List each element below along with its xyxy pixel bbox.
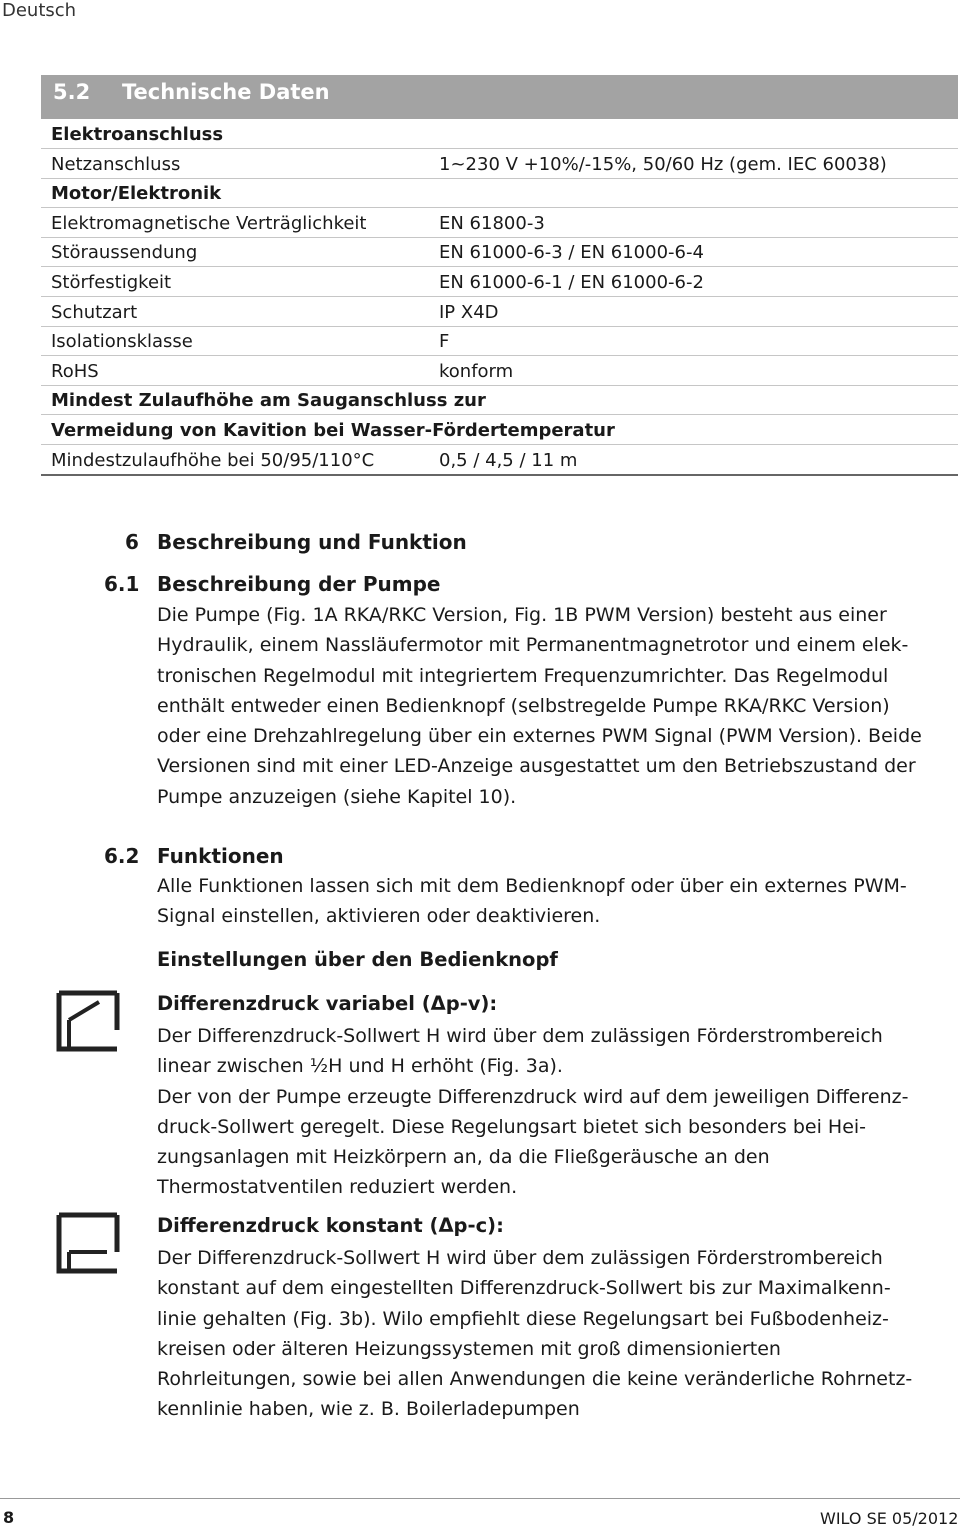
paragraph-line: enthält entweder einen Bedienknopf (selbstregelde Pumpe RKA/RKC Version) (157, 694, 890, 717)
paragraph-line: zungsanlagen mit Heizkörpern an, da die Fließgeräusche an den (157, 1146, 770, 1169)
paragraph-line: oder eine Drehzahlregelung über ein externes PWM Signal (PWM Version). Beide (157, 725, 922, 748)
table-row (41, 445, 958, 476)
table-row-label: Mindest Zulaufhöhe am Sauganschluss zur (51, 390, 486, 412)
section-62-title: Funktionen (157, 844, 284, 868)
paragraph-line: kennlinie haben, wie z. B. Boilerladepumpen (157, 1398, 580, 1421)
table-row-label: Vermeidung von Kavition bei Wasser-Fördertemperatur (51, 420, 615, 441)
paragraph-line: Der Differenzdruck-Sollwert H wird über dem zulässigen Förderstrombereich (157, 1025, 883, 1047)
paragraph-line: Pumpe anzuzeigen (siehe Kapitel 10). (157, 785, 517, 808)
footer-publisher: WILO SE 05/2012 (820, 1509, 959, 1528)
table-row-label: Netzanschluss (51, 153, 181, 175)
table-row-label: Motor/Elektronik (51, 183, 222, 205)
table-row-value: EN 61000-6-3 / EN 61000-6-4 (439, 242, 704, 264)
table-row-value: F (439, 331, 450, 353)
table-row (41, 267, 958, 297)
paragraph-line: druck-Sollwert geregelt. Diese Regelungsart bietet sich besonders bei Hei- (157, 1115, 867, 1138)
table-row-label: Störfestigkeit (51, 272, 172, 293)
section-title: Technische Daten (122, 80, 330, 104)
delta-p-constant-icon (55, 1212, 121, 1278)
paragraph-line: linie gehalten (Fig. 3b). Wilo empfiehlt diese Regelungsart bei Fußbodenheiz- (157, 1307, 889, 1330)
section-61-title: Beschreibung der Pumpe (157, 572, 441, 596)
table-row-label: RoHS (51, 360, 99, 382)
paragraph-line: kreisen oder älteren Heizungssystemen mit groß dimensionierten (157, 1337, 781, 1360)
table-row (41, 208, 958, 238)
subheading-bedienknopf: Einstellungen über den Bedienknopf (157, 948, 558, 971)
table-row (41, 149, 958, 179)
paragraph-line: linear zwischen ½H und H erhöht (Fig. 3a). (157, 1055, 563, 1078)
section-62-body (157, 871, 957, 932)
section-header-technische-daten (41, 75, 958, 119)
table-row (41, 297, 958, 327)
page-number: 8 (3, 1508, 15, 1527)
section-62-number: 6.2 (104, 844, 140, 868)
delta-p-variable-icon (55, 990, 121, 1056)
table-row-value: EN 61000-6-1 / EN 61000-6-2 (439, 272, 704, 293)
table-row (41, 178, 958, 208)
table-row-value: konform (439, 360, 514, 382)
table-row-label: Mindestzulaufhöhe bei 50/95/110°C (51, 449, 375, 471)
table-row (41, 415, 958, 445)
table-row-label: Elektroanschluss (51, 124, 224, 145)
table-row-value: EN 61800-3 (439, 212, 545, 234)
chapter-number: 6 (125, 530, 139, 554)
mode-pv-title: Differenzdruck variabel (Δp-v): (157, 992, 498, 1015)
mode-pv-body (157, 1021, 957, 1203)
mode-pc-title: Differenzdruck konstant (Δp-c): (157, 1214, 504, 1237)
table-row-value: IP X4D (439, 301, 499, 323)
paragraph-line: Hydraulik, einem Nassläufermotor mit Permanentmagnetrotor und einem elek- (157, 634, 909, 657)
paragraph-line: Die Pumpe (Fig. 1A RKA/RKC Version, Fig. 1B PWM Version) besteht aus einer (157, 604, 887, 626)
table-row (41, 119, 958, 149)
footer-divider (0, 1498, 960, 1499)
table-row-value: 1~230 V +10%/-15%, 50/60 Hz (gem. IEC 60038) (439, 153, 887, 175)
table-row (41, 385, 958, 415)
paragraph-line: Signal einstellen, aktivieren oder deaktivieren. (157, 905, 601, 928)
paragraph-line: Alle Funktionen lassen sich mit dem Bedienknopf oder über ein externes PWM- (157, 875, 907, 897)
table-row-label: Isolationsklasse (51, 331, 193, 353)
paragraph-line: Der von der Pumpe erzeugte Differenzdruck wird auf dem jeweiligen Differenz- (157, 1085, 909, 1108)
table-row-label: Schutzart (51, 301, 138, 323)
table-row-label: Elektromagnetische Verträglichkeit (51, 212, 367, 234)
table-row-label: Störaussendung (51, 242, 198, 264)
paragraph-line: Rohrleitungen, sowie bei allen Anwendungen die keine veränderliche Rohrnetz- (157, 1368, 913, 1391)
paragraph-line: tronischen Regelmodul mit integriertem Frequenzumrichter. Das Regelmodul (157, 664, 889, 687)
table-row-value: 0,5 / 4,5 / 11 m (439, 449, 578, 471)
chapter-title: Beschreibung und Funktion (157, 530, 467, 554)
section-61-number: 6.1 (104, 572, 140, 596)
paragraph-line: konstant auf dem eingestellten Differenzdruck-Sollwert bis zur Maximalkenn- (157, 1277, 891, 1300)
paragraph-line: Versionen sind mit einer LED-Anzeige ausgestattet um den Betriebszustand der (157, 755, 916, 778)
paragraph-line: Der Differenzdruck-Sollwert H wird über dem zulässigen Förderstrombereich (157, 1247, 883, 1269)
section-61-body (157, 600, 957, 812)
header-language: Deutsch (2, 0, 77, 21)
table-row (41, 237, 958, 267)
section-number: 5.2 (53, 80, 91, 104)
table-row (41, 326, 958, 356)
paragraph-line: Thermostatventilen reduziert werden. (157, 1176, 518, 1199)
table-row (41, 356, 958, 386)
mode-pc-body (157, 1243, 957, 1425)
